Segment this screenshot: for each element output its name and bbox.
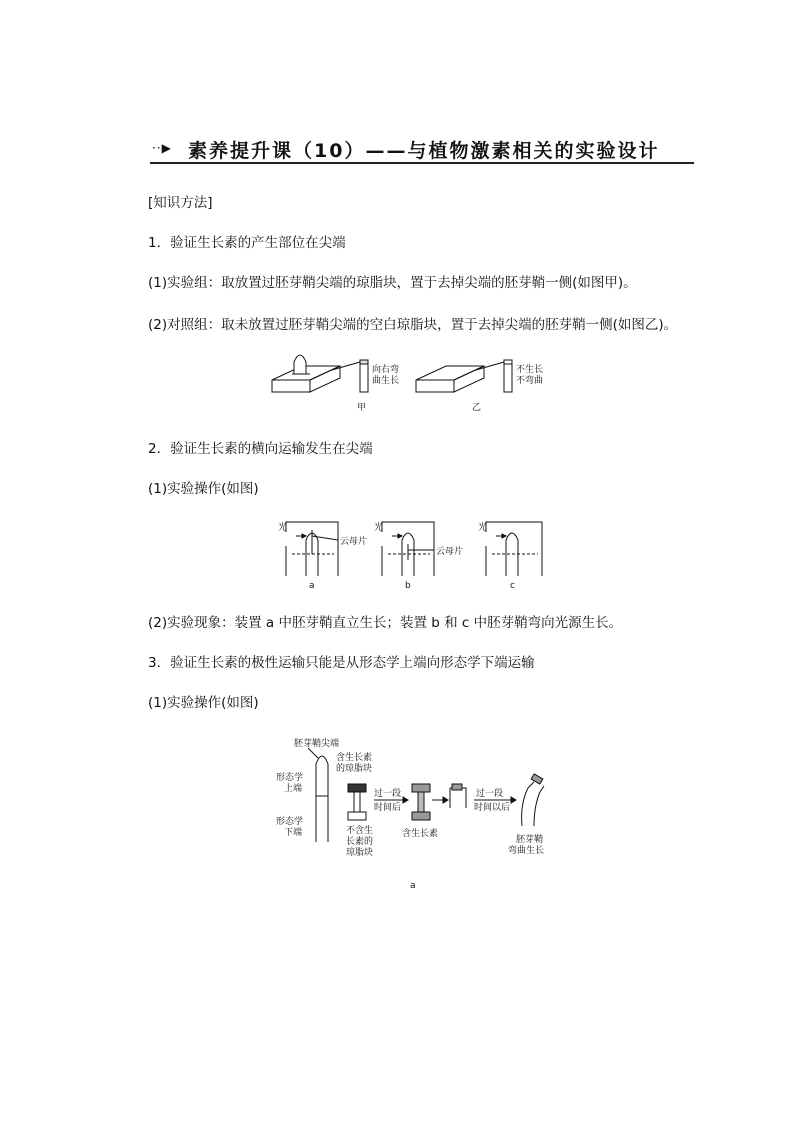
without-1: 不含生 <box>346 826 374 836</box>
title-underline <box>150 162 694 164</box>
box-c <box>486 522 542 576</box>
mica-label-b: 云母片 <box>436 547 464 557</box>
after-2: 时间后 <box>374 803 402 813</box>
mica-label-a: 云母片 <box>340 537 368 547</box>
lower-label-2: 下端 <box>284 828 303 838</box>
coleoptile-segment <box>308 748 328 842</box>
yi-label: 乙 <box>472 403 482 413</box>
section-2-operation: (1)实验操作(如图) <box>148 481 259 497</box>
after2-2: 时间以后 <box>474 803 511 813</box>
yi-agar-block <box>416 366 484 392</box>
yi-result-1: 不生长 <box>516 365 544 375</box>
with-auxin-2: 的琼脂块 <box>336 764 373 774</box>
jia-label: 甲 <box>357 403 367 413</box>
figure-jia-yi <box>262 352 562 414</box>
box-a <box>286 522 338 576</box>
section-2-phenomenon: (2)实验现象：装置 a 中胚芽鞘直立生长；装置 b 和 c 中胚芽鞘弯向光源生长。 <box>148 615 623 631</box>
label-b: b <box>405 581 411 591</box>
jia-result-2: 曲生长 <box>372 376 400 386</box>
label-c: c <box>510 581 515 591</box>
yi-result-2: 不弯曲 <box>516 376 544 386</box>
jia-agar-block <box>272 355 340 392</box>
figure-polar-transport <box>270 734 570 894</box>
arrow-icon: ··▶ <box>152 141 172 155</box>
upper-label-2: 上端 <box>284 784 303 794</box>
without-3: 琼脂块 <box>346 848 374 858</box>
light-label-b: 光 <box>374 523 384 533</box>
agar-stack-2 <box>412 784 430 820</box>
light-label-a: 光 <box>278 523 288 533</box>
section-label: [知识方法] <box>148 195 213 211</box>
after2-1: 过一段 <box>476 789 504 799</box>
figure-caption: a <box>410 881 416 891</box>
contains-auxin: 含生长素 <box>402 829 439 839</box>
section-1-control-group: (2)对照组：取未放置过胚芽鞘尖端的空白琼脂块，置于去掉尖端的胚芽鞘一侧(如图乙)。 <box>148 317 678 333</box>
bent-coleoptile <box>522 774 544 826</box>
with-auxin-1: 含生长素 <box>336 753 373 763</box>
label-a: a <box>309 581 315 591</box>
section-3-heading: 3．验证生长素的极性运输只能是从形态学上端向形态学下端运输 <box>148 655 535 671</box>
after-1: 过一段 <box>374 789 402 799</box>
lower-label-1: 形态学 <box>276 817 304 827</box>
block-on-stump <box>432 784 466 808</box>
section-1-heading: 1．验证生长素的产生部位在尖端 <box>148 235 346 251</box>
without-2: 长素的 <box>346 837 374 847</box>
upper-label-1: 形态学 <box>276 773 304 783</box>
jia-coleoptile <box>332 360 368 392</box>
section-3-operation: (1)实验操作(如图) <box>148 695 259 711</box>
figure-abc <box>274 516 554 594</box>
bend-1: 胚芽鞘 <box>516 835 544 845</box>
tip-label: 胚芽鞘尖端 <box>294 739 340 749</box>
light-label-c: 光 <box>478 523 488 533</box>
agar-stack-1 <box>348 784 366 820</box>
jia-result-1: 向右弯 <box>372 365 400 375</box>
title-banner <box>150 136 694 166</box>
section-2-heading: 2．验证生长素的横向运输发生在尖端 <box>148 441 373 457</box>
yi-coleoptile <box>476 360 512 392</box>
section-1-experiment-group: (1)实验组：取放置过胚芽鞘尖端的琼脂块，置于去掉尖端的胚芽鞘一侧(如图甲)。 <box>148 275 637 291</box>
box-b <box>382 522 434 576</box>
page-title: 素养提升课（10）——与植物激素相关的实验设计 <box>188 140 660 162</box>
bend-2: 弯曲生长 <box>508 846 545 856</box>
